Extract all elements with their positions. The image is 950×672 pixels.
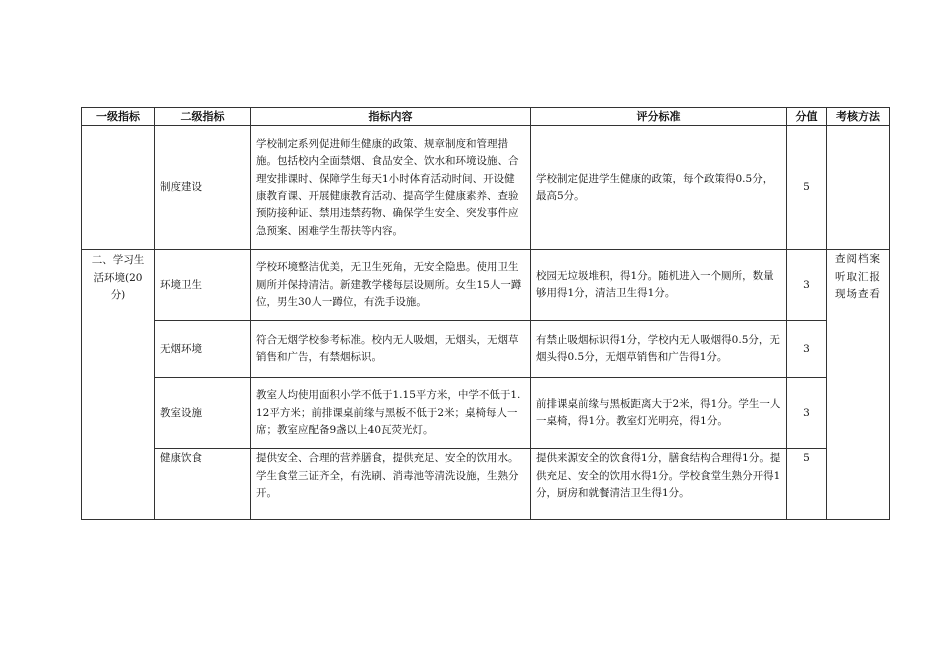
criteria-cell: 有禁止吸烟标识得1分，学校内无人吸烟得0.5分，无烟头得0.5分，无烟草销售和广告得1分。 — [531, 321, 787, 378]
content-paragraph: 学生食堂三证齐全，有洗刷、消毒池等清洗设施，生熟分开。 — [256, 469, 519, 500]
content-cell: 符合无烟学校参考标准。校内无人吸烟，无烟头，无烟草销售和广告，有禁烟标识。 — [251, 321, 531, 378]
score-cell: 5 — [787, 126, 827, 250]
level1-cell: 二、学习生活环境(20分) — [82, 250, 155, 520]
level2-cell: 健康饮食 — [155, 449, 251, 520]
criteria-cell: 学校制定促进学生健康的政策，每个政策得0.5分，最高5分。 — [531, 126, 787, 250]
header-score: 分值 — [787, 108, 827, 126]
table-row — [82, 250, 890, 321]
score-cell: 3 — [787, 321, 827, 378]
content-cell — [251, 449, 531, 520]
level2-cell: 制度建设 — [155, 126, 251, 250]
header-criteria: 评分标准 — [531, 108, 787, 126]
criteria-cell: 提供来源安全的饮食得1分，膳食结构合理得1分。提供充足、安全的饮用水得1分。学校食堂生熟分开得1分，厨房和就餐清洁卫生得1分。 — [531, 449, 787, 520]
method-cell-empty — [827, 126, 890, 250]
header-level1: 一级指标 — [82, 108, 155, 126]
table-row — [82, 378, 890, 449]
table-row — [82, 321, 890, 378]
level2-cell: 无烟环境 — [155, 321, 251, 378]
table-row — [82, 449, 890, 520]
level2-cell: 环境卫生 — [155, 250, 251, 321]
content-cell: 学校制定系列促进师生健康的政策、规章制度和管理措施。包括校内全面禁烟、食品安全、饮水和环境设施、合理安排课时、保障学生每天1小时体育活动时间、开设健康教育课、开展健康教育活动、提高学生健康素养、查验预防接种证、禁用违禁药物、确保学生安全、突发事件应急预案、困难学生帮扶等内容。 — [251, 126, 531, 250]
method-cell: 查阅档案听取汇报现场查看 — [827, 250, 890, 520]
level1-cell-empty — [82, 126, 155, 250]
criteria-cell: 前排课桌前缘与黑板距离大于2米，得1分。学生一人一桌椅，得1分。教室灯光明亮，得1分。 — [531, 378, 787, 449]
score-cell: 3 — [787, 378, 827, 449]
criteria-cell: 校园无垃圾堆积，得1分。随机进入一个厕所，数量够用得1分，清洁卫生得1分。 — [531, 250, 787, 321]
header-row — [82, 108, 890, 126]
content-cell: 教室人均使用面积小学不低于1.15平方米，中学不低于1.12平方米；前排课桌前缘与黑板不低于2米；桌椅每人一席；教室应配备9盏以上40瓦荧光灯。 — [251, 378, 531, 449]
header-method: 考核方法 — [827, 108, 890, 126]
level2-cell: 教室设施 — [155, 378, 251, 449]
evaluation-table — [81, 107, 890, 520]
score-cell: 3 — [787, 250, 827, 321]
score-cell: 5 — [787, 449, 827, 520]
header-level2: 二级指标 — [155, 108, 251, 126]
table-row — [82, 126, 890, 250]
content-paragraph: 提供安全、合理的营养膳食，提供充足、安全的饮用水。 — [256, 452, 519, 465]
header-content: 指标内容 — [251, 108, 531, 126]
content-cell: 学校环境整洁优美，无卫生死角，无安全隐患。使用卫生厕所并保持清洁。新建教学楼每层设厕所。女生15人一蹲位，男生30人一蹲位，有洗手设施。 — [251, 250, 531, 321]
